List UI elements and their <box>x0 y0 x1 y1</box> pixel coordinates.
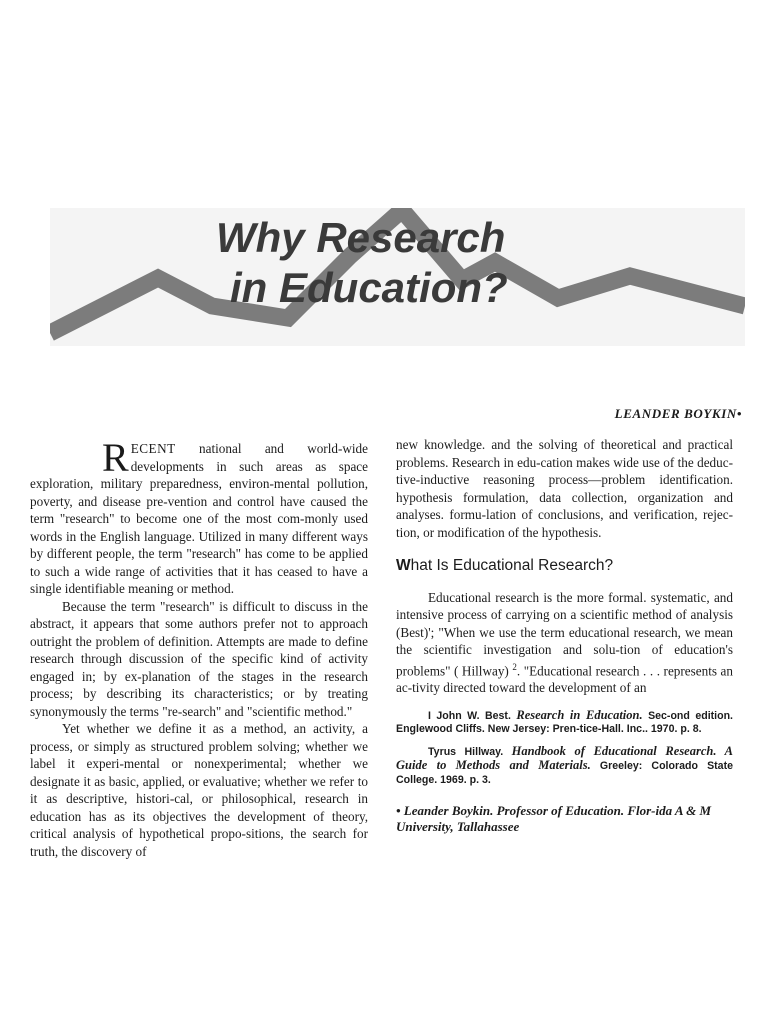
drop-cap: R <box>102 435 129 480</box>
footnote-1-details: Sec-ond edition. Englewood Cliffs. New Jersey: Pren-tice-Hall. Inc.. 1970. p. 8. <box>396 709 734 736</box>
paragraph-1 <box>30 435 368 598</box>
paragraph-4: new knowledge. and the solving of theoretical and practical problems. Research in edu-cation makes wide use of the deduc-tive-inductive reasoning process—problem identification. hypothesis formulation, data collection, organization and analyses. formu-lation of conclusions, and verification, rejec-tion, or modification of the hypothesis. <box>396 437 733 540</box>
footnote-2 <box>396 745 733 788</box>
title-banner <box>50 208 745 346</box>
section-heading <box>396 557 733 575</box>
paragraph-1-text: national and world-wide developments in such areas as space exploration, military preparedness, environ-mental pollution, poverty, and disease pre-vention and control have caused the term "research" to become one of the most com-monly used words in the English language. Utilized in many different ways by different people, the term "research" has come to be applied to such a wide range of activities that it has ceased to have a single identifiable meaning or method. <box>30 441 368 596</box>
paragraph-2: Because the term "research" is difficult to discuss in the abstract, it appears that some authors prefer not to approach outright the problem of definition. Attempts are made to define research through discussion of the specific kind of activity engaged in; by ex-planation of the stages in the research process; by describing its characteristics; or by treating synonymously the terms "re-search" and "scientific method." <box>30 598 368 719</box>
author-affiliation: • Leander Boykin. Professor of Education. Flor-ida A & M University, Tallahassee <box>396 803 712 835</box>
title-graphic <box>50 208 745 346</box>
footnote-1-title: Research in Education. <box>516 707 643 722</box>
title-line-1: Why Research <box>216 214 506 261</box>
footnote-ref-2: 2 <box>512 661 517 672</box>
paragraph-5-text: Educational research is the more formal. systematic, and intensive process of carrying on a scientific method of analysis (Best)'; "When we use the term educational research, we mean the scientific investigation and solu-tion of education's problems" ( Hillway) <box>396 589 733 678</box>
footnote-2-title: Handbook of Educational Research. A Guide to Methods and Materials. <box>396 743 733 773</box>
footnote-2-details: Greeley: Colorado State College. 1969. p. 3. <box>396 760 733 786</box>
footnote-1-author: I John W. Best. <box>428 709 517 722</box>
lead-in-text: ECENT <box>130 441 176 456</box>
heading-initial: W <box>396 557 411 574</box>
paragraph-3: Yet whether we define it as a method, an activity, a process, or simply as structured problem solving; whether we label it experi-mental or nonexperimental; whether we designate it as basic, applied, or evaluative; whether we refer to it as descriptive, histori-cal, or philosophical, research in education has as its objectives the development of theory, critical analysis of hypothetical propo-sitions, the search for truth, the discovery of <box>30 721 368 859</box>
heading-rest: hat Is Educational Research? <box>410 557 614 574</box>
title-line-2: in Education? <box>230 264 508 311</box>
paragraph-5 <box>396 589 733 697</box>
paragraph-5-end: . "Educational research . . . represents an ac-tivity directed toward the development of an <box>396 662 734 696</box>
left-column <box>30 435 368 860</box>
footnote-1 <box>396 709 733 737</box>
footnote-2-author: Tyrus Hillway. <box>428 745 512 758</box>
author-byline: LEANDER BOYKIN• <box>614 406 742 421</box>
right-column <box>396 436 733 835</box>
